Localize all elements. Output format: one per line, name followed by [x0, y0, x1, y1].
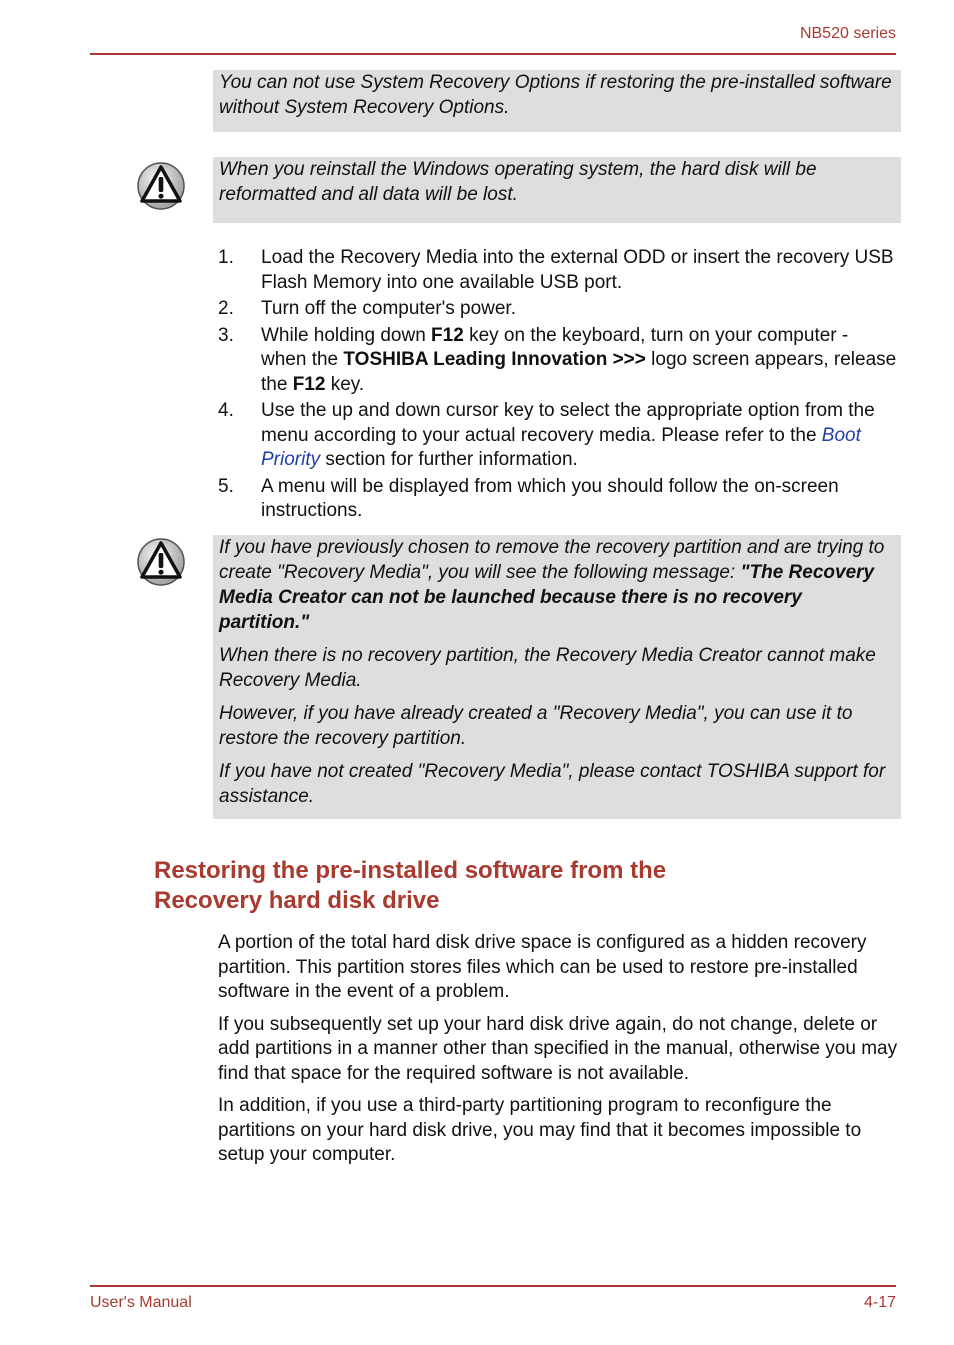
- step-number: 1.: [218, 247, 234, 268]
- logo-text: TOSHIBA Leading Innovation >>>: [343, 349, 646, 370]
- step-text: A menu will be displayed from which you should follow the on-screen instructions.: [261, 475, 839, 521]
- body-paragraph: A portion of the total hard disk drive space is configured as a hidden recovery partition. This partition stores files which can be used to restore pre-installed software in the event of a problem.: [218, 932, 867, 1002]
- body-paragraph: If you subsequently set up your hard disk drive again, do not change, delete or add partitions in a manner other than specified in the manual, otherwise you may find that space for the required software is not available.: [218, 1013, 898, 1084]
- list-item: [218, 475, 898, 524]
- key-f12: F12: [292, 373, 326, 395]
- boot-priority-link[interactable]: Boot Priority: [261, 424, 861, 470]
- step-text: Turn off the computer's power.: [261, 298, 516, 319]
- step-text: Use the up and down cursor key to select the appropriate option from the menu according to your actual recovery media. Please refer to the: [261, 400, 875, 446]
- list-item: [218, 246, 898, 295]
- error-message: "The Recovery Media Creator can not be launched because there is no recovery partition.": [219, 562, 875, 633]
- note-box-3: [213, 535, 901, 819]
- body-paragraph: In addition, if you use a third-party partitioning program to reconfigure the partitions on your hard disk drive, you may find that it becomes impossible to setup your computer.: [218, 1095, 862, 1165]
- step-text: key.: [325, 373, 365, 395]
- note-box-2: [213, 157, 901, 223]
- note-paragraph: When there is no recovery partition, the Recovery Media Creator cannot make Recovery Media.: [219, 645, 876, 691]
- list-item: [218, 297, 898, 322]
- section-title-line: Restoring the pre-installed software from the: [154, 857, 667, 884]
- page-number: 4-17: [863, 1294, 896, 1311]
- step-number: 5.: [218, 475, 234, 497]
- footer-rule: [90, 1285, 896, 1287]
- note-text: If you have previously chosen to remove the recovery partition and are trying to create "Recovery Media", you will see the following message:: [219, 537, 885, 583]
- step-number: 3.: [218, 324, 234, 346]
- key-f12: F12: [431, 324, 464, 346]
- warning-triangle-icon: [136, 537, 186, 587]
- step-text: key on the keyboard, turn on your computer - when the: [261, 324, 849, 370]
- list-item: [218, 399, 898, 473]
- footer-manual-title: User's Manual: [90, 1294, 192, 1311]
- recovery-steps-list: [218, 246, 898, 526]
- note-text: When you reinstall the Windows operating system, the hard disk will be reformatted and all data will be lost.: [219, 159, 817, 205]
- note-paragraph: However, if you have already created a "Recovery Media", you can use it to restore the recovery partition.: [219, 703, 853, 749]
- note-paragraph: If you have not created "Recovery Media", please contact TOSHIBA support for assistance.: [219, 761, 886, 807]
- header-series: NB520 series: [799, 25, 896, 42]
- step-text: section for further information.: [320, 449, 578, 470]
- step-text: Load the Recovery Media into the external ODD or insert the recovery USB Flash Memory into one available USB port.: [261, 247, 894, 293]
- list-item: [218, 324, 898, 398]
- step-text: logo screen appears, release the: [261, 349, 897, 395]
- section-body: [218, 931, 898, 1176]
- step-number: 4.: [218, 400, 234, 421]
- note-box-1: [213, 70, 901, 132]
- step-text: While holding down: [261, 324, 432, 346]
- warning-triangle-icon: [136, 161, 186, 211]
- header-rule: [90, 53, 896, 55]
- note-paragraph: [219, 535, 895, 635]
- step-number: 2.: [218, 298, 234, 319]
- note-text: You can not use System Recovery Options if restoring the pre-installed software without System Recovery Options.: [219, 72, 892, 118]
- section-title: [154, 856, 854, 916]
- section-title-line: Recovery hard disk drive: [154, 887, 440, 914]
